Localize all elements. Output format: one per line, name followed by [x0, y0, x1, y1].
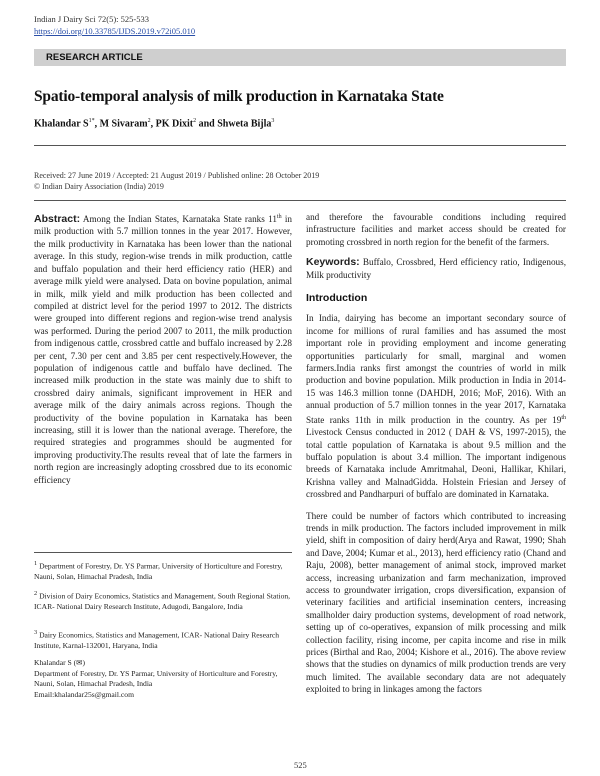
- abstract-text: in milk production with 5.7 million tonnes in the year 2017. However, the milk productivity in Karnataka has been lower than the national average. In this study, region-wise trends in milk production, cattle and buffalo population and their herd efficiency ratio (HER) and average milk yield were analysed. Data on bovine population, animal in milk, milk yield and milk production has been collected and compiled at district level for the period 1997 to 2012. The districts were grouped into different regions and region-wise trend analysis was performed. During the period 2007 to 2011, the milk production from indigenous cattle, crossbred cattle and buffalo increased by 2.28 per cent, 7.30 per cent and 3.85 per cent respectively.However, the population of indigenous cattle and buffalo have declined. The increased milk production in the state was mainly due to shift to crossbred dairy animals, significant improvement in HER and average milk of the dairy animals across regions. Though the productivity of the bovine population in Karnataka has been increasing, still it is lower than the national average. Therefore, the required strategies and programmes should be augmented for improving productivity.The results reveal that of late the farmers in north region are increasingly adopting crossbred due to its economic efficiency: [34, 214, 292, 485]
- keywords-label: Keywords:: [306, 256, 360, 269]
- author-2-affil: 2: [147, 118, 151, 124]
- page-number: 525: [294, 760, 307, 770]
- corresponding-author: [34, 658, 292, 700]
- intro-para-1b: Livestock Census conducted in 2012 ( DAH & VS, 1997-2015), the total cattle population of Karnataka is about 9.5 million and the buffalo population is about 3.4 million. The important indigenous breeds of Karnataka include Amritmahal, Deoni, Hallikar, Khilari, Krishna valley and MalnadGidda. Holstein Friesian and Jersey of crossbred and Pandharpuri of buffalo are dominated in Karnataka.: [306, 427, 566, 500]
- abstract-continuation: and therefore the favourable conditions including required infrastructure facilities and market access should be created for promoting crossbred in north region for the benefit of the farmers.: [306, 212, 566, 247]
- footnote-3: [34, 628, 292, 652]
- author-2: , M Sivaram: [94, 118, 148, 130]
- author-3-affil: 2: [193, 118, 197, 124]
- article-type-banner: [34, 49, 566, 66]
- footnote-3-mark: 3: [34, 629, 38, 636]
- publication-dates: Received: 27 June 2019 / Accepted: 21 August 2019 / Published online: 28 October 2019: [34, 171, 320, 180]
- author-4: and Shweta Bijla: [196, 118, 272, 130]
- footnote-2-text: Division of Dairy Economics, Statistics and Management, South Regional Station, ICAR- National Dairy Research Institute, Adugodi, Bangalore, India: [34, 591, 291, 612]
- article-type-label: RESEARCH ARTICLE: [46, 52, 143, 63]
- divider-top: [34, 145, 566, 146]
- abstract-sup: th: [276, 214, 282, 220]
- footnote-1-text: Department of Forestry, Dr. YS Parmar, University of Horticulture and Forestry, Nauni, Solan, Himachal Pradesh, India: [34, 561, 283, 582]
- author-1: Khalandar S: [34, 118, 89, 130]
- copyright-line: © Indian Dairy Association (India) 2019: [34, 182, 164, 191]
- keywords-text: Buffalo, Crossbred, Herd efficiency ratio, Indigenous, Milk productivity: [306, 257, 566, 280]
- footnote-1-mark: 1: [34, 560, 38, 567]
- author-4-affil: 3: [271, 118, 275, 124]
- author-list: [34, 118, 274, 129]
- intro-sup: th: [561, 414, 566, 421]
- corresponding-address: Department of Forestry, Dr. YS Parmar, University of Horticulture and Forestry, Nauni, Solan, Himachal Pradesh, India: [34, 668, 278, 688]
- abstract-first-line: Among the Indian States, Karnataka State ranks 11: [82, 214, 277, 225]
- footnote-3-text: Dairy Economics, Statistics and Management, ICAR- National Dairy Research Institute, Karnal-132001, Haryana, India: [34, 630, 280, 651]
- article-title: Spatio-temporal analysis of milk production in Karnataka State: [34, 88, 444, 105]
- footnote-divider: [34, 552, 292, 553]
- intro-para-2: There could be number of factors which contributed to increasing trends in milk production. The factors included improvement in milk yield, shift in composition of dairy herd(Arya and Rawat, 1990; Shah and Dave, 2004; Kumar et al., 2013), herd efficiency ratio (Chand and Raju, 2008), better management of animal stock, improved market access, increasing urbanization and farm mechanization, improved access to groundwater irrigation, crops diversification, expansion of veterinary facilities and artificial insemination centers, increasing smallholder dairy production systems, development of road network, setting up of co-operatives, expansion of milk processing and milk collection facility, rising income, per capita income and rise in milk prices (Birthal and Rao, 2004; Kishore et al., 2016). The above review shows that the studies on dynamics of milk production trends are very much limited. The available secondary data are not adequately exploited to bring in linkages among the factors: [306, 510, 566, 695]
- journal-citation: Indian J Dairy Sci 72(5): 525-533: [34, 14, 149, 24]
- abstract-label: Abstract:: [34, 213, 81, 226]
- author-3: , PK Dixit: [150, 118, 194, 130]
- intro-para-1a: In India, dairying has become an important secondary source of income for millions of rural families and has assumed the most important role in providing employment and income generating opportunities particularly for small, marginal and women farmers.India ranks first amongst the countries of world in milk production and bovine population. Milk production in India in 2014-15 was 146.3 million tonne (DAHDH, 2016; MoF, 2016). With an annual production of 5.7 million tonnes in the year 2017, Karnataka State ranks 11th in milk production in the country. As per 19: [306, 313, 566, 425]
- footnote-1: [34, 559, 292, 583]
- corresponding-email[interactable]: Email:khalandar25s@gmail.com: [34, 689, 134, 699]
- abstract-block: [34, 211, 292, 486]
- footnote-2: [34, 589, 292, 613]
- author-1-affil: 1*: [88, 118, 95, 124]
- footnote-2-mark: 2: [34, 590, 38, 597]
- doi-link[interactable]: https://doi.org/10.33785/IJDS.2019.v72i05.010: [34, 26, 196, 36]
- section-heading-introduction: Introduction: [306, 292, 368, 305]
- right-column: [306, 211, 566, 696]
- divider-bottom: [34, 200, 566, 201]
- corresponding-name: Khalandar S (✉): [34, 658, 86, 667]
